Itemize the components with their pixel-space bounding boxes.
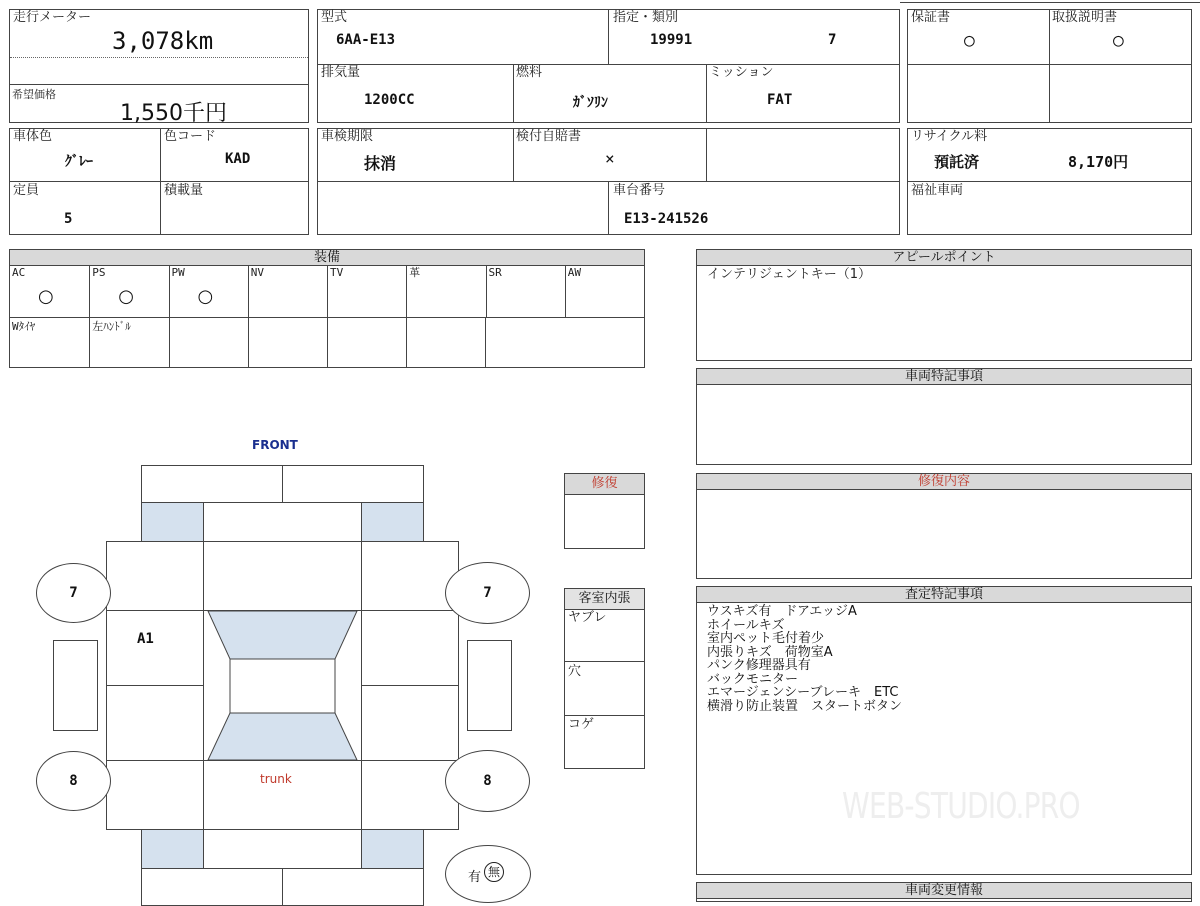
designation-label: 指定・類別 — [613, 10, 679, 25]
appeal-title: アピールポイント — [697, 250, 1191, 266]
recycle-block — [907, 128, 1192, 235]
assessment-line: ウスキズ有 ドアエッジA — [707, 604, 857, 619]
spare-no: 無 — [484, 862, 504, 882]
front-bumper-left — [141, 465, 283, 503]
transmission-label: ミッション — [709, 65, 774, 80]
change-info-title: 車両変更情報 — [697, 883, 1191, 899]
spare-yes: 有 — [468, 870, 482, 885]
equipment-title: 装備 — [10, 250, 644, 266]
car-diagram — [0, 0, 560, 900]
welfare-label: 福祉車両 — [911, 183, 964, 198]
front-left-fender — [106, 541, 204, 611]
tire-front-left: 7 — [36, 563, 111, 623]
front-label: FRONT — [252, 438, 298, 452]
equipment-label: PS — [92, 266, 106, 279]
divider — [908, 181, 1191, 182]
rear-left-door — [106, 685, 204, 761]
insurance-label: 検付自賠書 — [516, 129, 582, 144]
model-label: 型式 — [321, 10, 348, 25]
special-notes-panel — [696, 368, 1192, 465]
inspection-label: 車検期限 — [321, 129, 374, 144]
top-edge-line — [900, 2, 1200, 3]
change-info-panel — [696, 882, 1192, 902]
equipment-mark: ○ — [118, 286, 134, 307]
repair-content-panel — [696, 473, 1192, 579]
assessment-panel — [696, 586, 1192, 875]
interior-item-tear: ヤブレ — [568, 610, 607, 625]
divider — [1049, 10, 1050, 122]
rear-panel — [203, 829, 362, 869]
divider — [565, 661, 644, 662]
capacity-value: 5 — [64, 211, 73, 227]
interior-item-burn: コゲ — [568, 717, 595, 732]
repair-content-title: 修復内容 — [697, 474, 1191, 490]
assessment-line: 室内ペット毛付着少 — [707, 631, 825, 646]
windshield-shapes — [203, 610, 362, 761]
interior-title: 客室内張 — [565, 589, 644, 610]
documents-block — [907, 9, 1192, 123]
price-value: 1,550千円 — [120, 101, 227, 126]
repair-title: 修復 — [565, 474, 644, 495]
rear-right-door — [361, 685, 459, 761]
right-mirror — [467, 640, 512, 731]
equipment-label: TV — [330, 266, 344, 279]
body-color-value: ｸﾞﾚｰ — [65, 154, 93, 170]
rear-left-light — [141, 829, 204, 869]
front-bumper-right — [282, 465, 424, 503]
recycle-status: 預託済 — [934, 153, 980, 171]
mileage-value: 3,078km — [112, 27, 214, 55]
divider — [706, 129, 707, 181]
front-right-fender — [361, 541, 459, 611]
equipment-row2-label: Wﾀｲﾔ — [12, 320, 36, 333]
damage-mark: A1 — [137, 631, 154, 647]
recycle-amount: 8,170円 — [1068, 153, 1129, 171]
model-value: 6AA-E13 — [336, 32, 396, 48]
roof — [230, 659, 335, 713]
rear-right-light — [361, 829, 424, 869]
insurance-value: × — [605, 149, 615, 168]
warranty-label: 保証書 — [911, 10, 951, 25]
equipment-label: AW — [567, 266, 581, 279]
trunk-lid — [203, 760, 362, 830]
price-label: 希望価格 — [12, 88, 56, 101]
interior-item-hole: 穴 — [568, 664, 582, 679]
divider — [706, 64, 707, 122]
appeal-panel — [696, 249, 1192, 361]
equipment-label: AC — [12, 266, 26, 279]
fuel-value: ｶﾞｿﾘﾝ — [573, 95, 608, 111]
capacity-label: 定員 — [13, 183, 40, 198]
front-right-light — [361, 502, 424, 542]
divider — [908, 64, 1191, 65]
warranty-mark: ○ — [964, 30, 975, 51]
color-code-value: KAD — [225, 151, 251, 167]
transmission-value: FAT — [767, 92, 793, 108]
assessment-line: ホイールキズ — [707, 617, 785, 633]
divider — [608, 181, 609, 234]
hood — [203, 541, 362, 611]
watermark: WEB-STUDIO.PRO — [842, 786, 1080, 827]
displacement-label: 排気量 — [321, 65, 361, 80]
displacement-value: 1200CC — [364, 92, 415, 108]
divider — [608, 10, 609, 64]
left-mirror — [53, 640, 98, 731]
designation-value-1: 19991 — [650, 32, 693, 48]
tire-rear-left: 8 — [36, 751, 111, 811]
front-windshield — [208, 611, 357, 659]
equipment-label: NV — [250, 266, 264, 279]
rear-windshield — [208, 713, 357, 760]
chassis-value: E13-241526 — [624, 211, 709, 227]
inspection-value: 抹消 — [364, 154, 397, 173]
manual-label: 取扱説明書 — [1052, 10, 1118, 25]
front-right-door — [361, 610, 459, 686]
front-left-light — [141, 502, 204, 542]
rear-left-fender — [106, 760, 204, 830]
body-color-label: 車体色 — [13, 129, 53, 144]
equipment-mark: ○ — [38, 286, 54, 307]
recycle-label: リサイクル料 — [911, 129, 988, 144]
mileage-label: 走行メーター — [13, 10, 92, 25]
fuel-label: 燃料 — [516, 65, 543, 80]
front-grille — [203, 502, 362, 542]
front-left-door — [106, 610, 204, 686]
color-code-label: 色コード — [164, 129, 217, 144]
equipment-cell-aw — [565, 266, 644, 317]
assessment-lines — [707, 605, 902, 713]
repair-box — [564, 473, 645, 549]
appeal-text: インテリジェントキー（1） — [707, 267, 872, 282]
spare-tire — [445, 845, 531, 903]
assessment-line: 横滑り防止装置 スタートボタン — [707, 698, 903, 714]
equipment-label: PW — [171, 266, 185, 279]
designation-value-2: 7 — [828, 32, 837, 48]
equipment-label: 革 — [409, 266, 421, 279]
rear-bumper-left — [141, 868, 283, 906]
rear-bumper-right — [282, 868, 424, 906]
rear-right-fender — [361, 760, 459, 830]
assessment-line: エマージェンシーブレーキ ETC — [707, 685, 899, 700]
load-label: 積載量 — [164, 183, 204, 198]
equipment-row2-label: 左ﾊﾝﾄﾞﾙ — [92, 320, 131, 333]
manual-mark: ○ — [1113, 30, 1124, 51]
assessment-line: バックモニター — [707, 671, 799, 687]
tire-front-right: 7 — [445, 562, 530, 624]
assessment-line: パンク修理器具有 — [707, 658, 811, 673]
trunk-label: trunk — [260, 772, 292, 786]
chassis-label: 車台番号 — [613, 183, 666, 198]
interior-box — [564, 588, 645, 769]
equipment-label: SR — [488, 266, 502, 279]
equipment-mark: ○ — [197, 286, 214, 307]
special-title: 車両特記事項 — [697, 369, 1191, 385]
tire-rear-right: 8 — [445, 750, 530, 812]
assessment-title: 査定特記事項 — [697, 587, 1191, 603]
divider — [565, 715, 644, 716]
assessment-line: 内張りキズ 荷物室A — [707, 644, 833, 660]
